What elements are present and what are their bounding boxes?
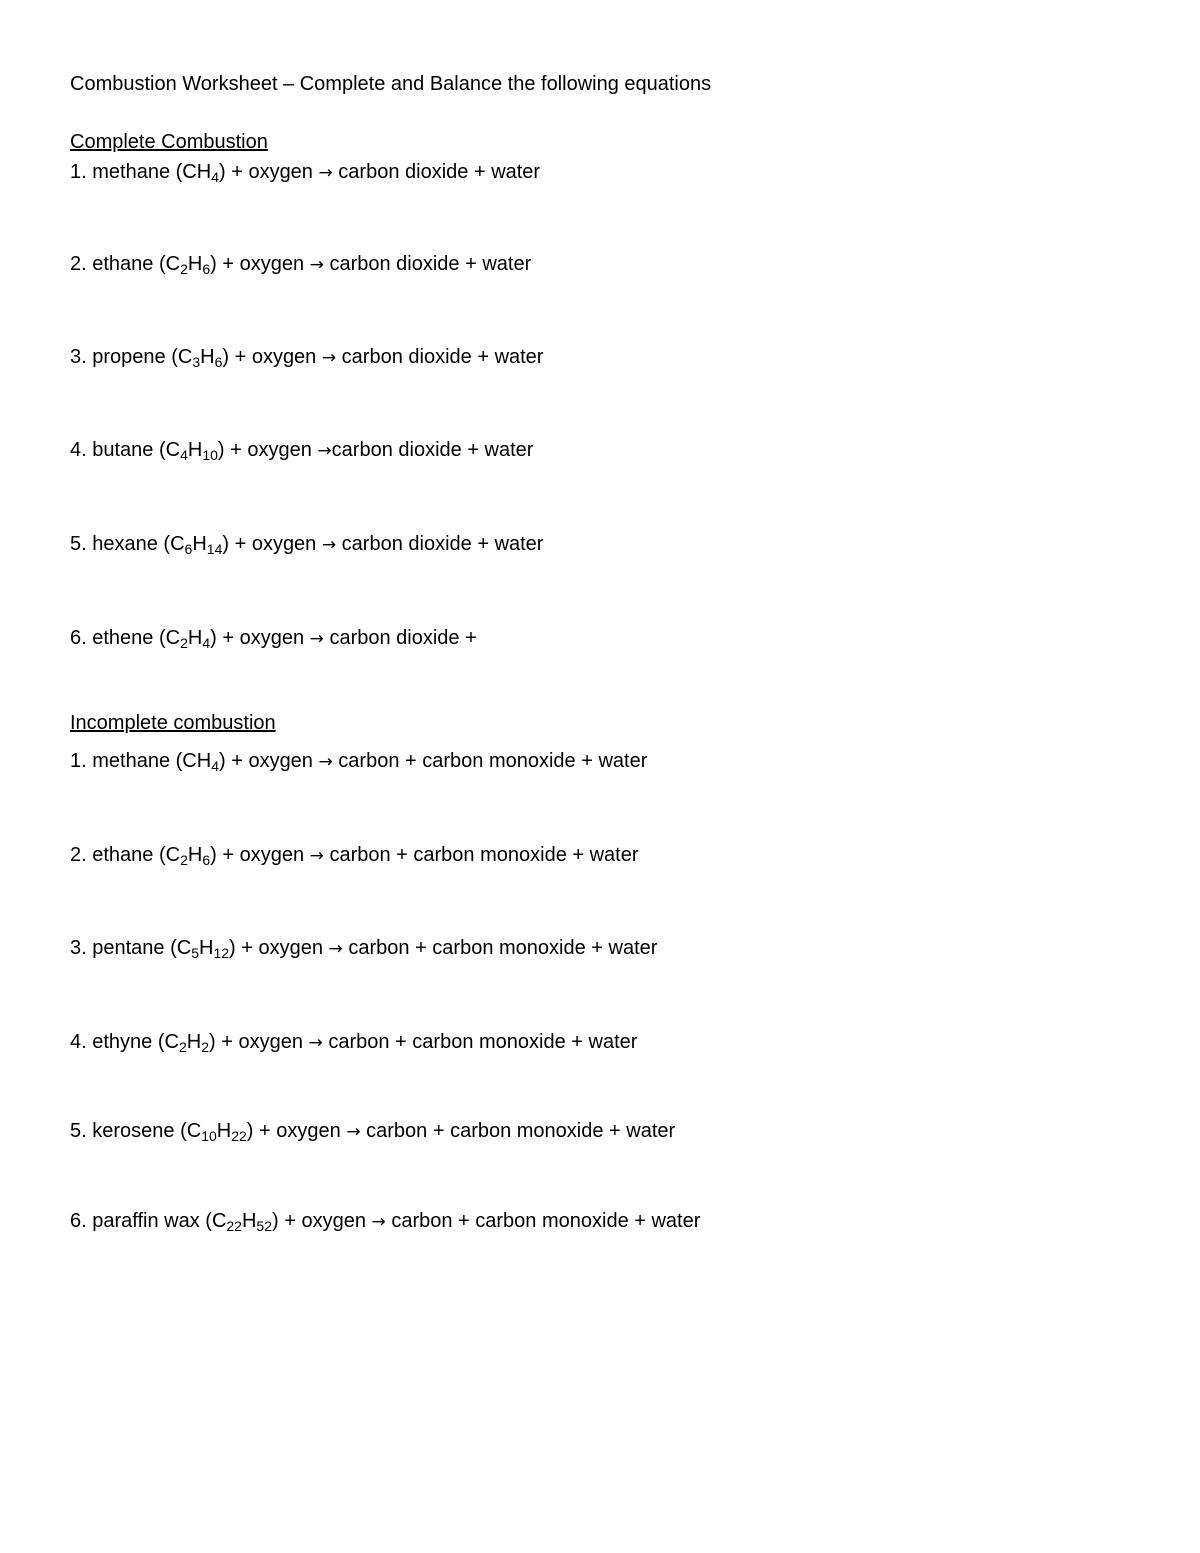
equation-products: carbon + carbon monoxide + water bbox=[342, 937, 658, 959]
equation-products: carbon + carbon monoxide + water bbox=[360, 1120, 676, 1142]
equation-products: carbon dioxide + water bbox=[323, 253, 532, 275]
formula-subscript: 4 bbox=[180, 447, 188, 463]
formula-subscript: 4 bbox=[202, 635, 211, 651]
reaction-arrow-icon: → bbox=[309, 629, 324, 649]
formula-subscript: 22 bbox=[231, 1128, 247, 1144]
equation-oxygen: + oxygen bbox=[230, 439, 318, 461]
equation-line bbox=[70, 1209, 700, 1234]
formula-subscript: 2 bbox=[178, 1039, 187, 1055]
reaction-arrow-icon: → bbox=[308, 1033, 323, 1053]
equation-reactant: 1. methane $(CH_4)$ bbox=[70, 750, 232, 774]
equation-products: carbon + carbon monoxide + water bbox=[332, 750, 648, 772]
formula-subscript: 14 bbox=[206, 541, 223, 557]
equation-oxygen: + oxygen bbox=[222, 627, 310, 649]
equation-oxygen: + oxygen bbox=[234, 346, 322, 368]
formula-subscript: 3 bbox=[192, 354, 201, 370]
reaction-arrow-icon: → bbox=[346, 1122, 361, 1142]
equation-line bbox=[70, 749, 647, 774]
equation-products: carbon dioxide + water bbox=[336, 346, 544, 368]
equation-line bbox=[70, 1030, 637, 1055]
formula-subscript: 6 bbox=[202, 261, 211, 277]
equation-reactant: 2. ethane $(C_2H_6)$ bbox=[70, 844, 223, 868]
equation-oxygen: + oxygen bbox=[222, 253, 310, 275]
formula-subscript: 6 bbox=[202, 852, 211, 868]
equation-reactant: 5. hexane $(C_6H_{14})$ bbox=[70, 533, 235, 557]
equation-oxygen: + oxygen bbox=[231, 161, 319, 183]
equation-reactant: 1. methane $(CH_4)$ bbox=[70, 161, 232, 185]
equation-line bbox=[70, 936, 657, 961]
section-heading: Incomplete combustion bbox=[70, 712, 276, 734]
formula-subscript: 10 bbox=[202, 447, 218, 463]
equation-products: carbon dioxide + water bbox=[332, 161, 541, 183]
equation-oxygen: + oxygen bbox=[221, 1031, 309, 1053]
reaction-arrow-icon: → bbox=[318, 752, 333, 772]
section-heading: Complete Combustion bbox=[70, 131, 268, 153]
equation-reactant: 5. kerosene $(C_{10}H_{22})$ bbox=[70, 1120, 260, 1144]
equation-reactant: 2. ethane $(C_2H_6)$ bbox=[70, 253, 223, 277]
formula-subscript: 2 bbox=[180, 261, 188, 277]
formula-subscript: 6 bbox=[184, 541, 193, 557]
formula-subscript: 5 bbox=[191, 945, 199, 961]
equation-products: carbon dioxide + bbox=[323, 627, 477, 649]
equation-oxygen: + oxygen bbox=[231, 750, 319, 772]
equation-products: carbon dioxide + water bbox=[331, 439, 534, 461]
equation-reactant: 4. butane $(C_4H_{10})$ bbox=[70, 439, 231, 463]
page-title: Combustion Worksheet – Complete and Balance the following equations bbox=[70, 73, 712, 95]
equation-reactant: 6. ethene $(C_2H_4)$ bbox=[70, 627, 223, 651]
equation-oxygen: + oxygen bbox=[241, 937, 329, 959]
reaction-arrow-icon: → bbox=[371, 1212, 386, 1232]
equation-oxygen: + oxygen bbox=[259, 1120, 347, 1142]
reaction-arrow-icon: → bbox=[328, 939, 343, 959]
equation-products: carbon dioxide + water bbox=[336, 533, 544, 555]
reaction-arrow-icon: → bbox=[318, 163, 333, 183]
formula-subscript: 2 bbox=[201, 1039, 210, 1055]
equation-line bbox=[70, 438, 533, 463]
formula-subscript: 6 bbox=[214, 354, 223, 370]
equation-reactant: 6. paraffin wax $(C_{22}H_{52})$ bbox=[70, 1210, 285, 1234]
reaction-arrow-icon: → bbox=[321, 535, 337, 555]
equation-products: carbon + carbon monoxide + water bbox=[385, 1210, 701, 1232]
reaction-arrow-icon: → bbox=[309, 846, 324, 866]
equation-line bbox=[70, 1119, 675, 1144]
formula-subscript: 2 bbox=[180, 635, 188, 651]
equation-products: carbon + carbon monoxide + water bbox=[323, 844, 639, 866]
formula-subscript: 12 bbox=[213, 945, 230, 961]
reaction-arrow-icon: → bbox=[317, 441, 332, 461]
equation-reactant: 3. pentane $(C_5H_{12})$ bbox=[70, 937, 242, 961]
equation-reactant: 3. propene $(C_3H_6)$ bbox=[70, 346, 235, 370]
equation-line bbox=[70, 843, 639, 868]
formula-subscript: 4 bbox=[211, 169, 219, 185]
equation-line bbox=[70, 345, 543, 370]
equation-reactant: 4. ethyne $(C_2H_2)$ bbox=[70, 1031, 222, 1055]
equation-oxygen: + oxygen bbox=[284, 1210, 372, 1232]
equation-products: carbon + carbon monoxide + water bbox=[322, 1031, 638, 1053]
formula-subscript: 2 bbox=[180, 852, 188, 868]
equation-line bbox=[70, 532, 543, 557]
equation-line bbox=[70, 160, 540, 185]
formula-subscript: 22 bbox=[226, 1218, 242, 1234]
equation-line bbox=[70, 626, 477, 651]
reaction-arrow-icon: → bbox=[321, 348, 337, 368]
equation-oxygen: + oxygen bbox=[222, 844, 310, 866]
reaction-arrow-icon: → bbox=[309, 255, 324, 275]
formula-subscript: 10 bbox=[201, 1128, 217, 1144]
equation-line bbox=[70, 252, 531, 277]
equation-oxygen: + oxygen bbox=[234, 533, 322, 555]
formula-subscript: 4 bbox=[211, 758, 219, 774]
formula-subscript: 52 bbox=[256, 1218, 272, 1234]
